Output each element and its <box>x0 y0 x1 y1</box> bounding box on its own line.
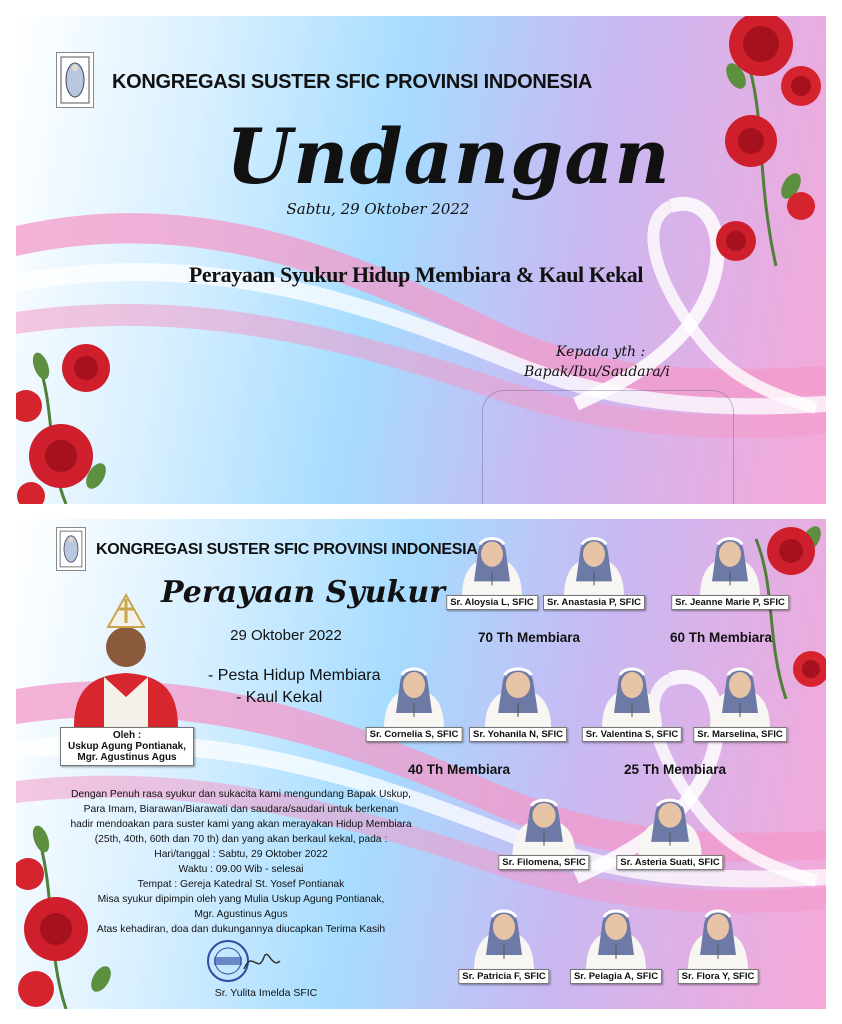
sister-portrait <box>620 785 720 873</box>
event-subtitle: Perayaan Syukur Hidup Membiara & Kaul Kekal <box>188 262 644 287</box>
sister-portrait <box>462 895 546 987</box>
event-item-final-vows: - Kaul Kekal <box>236 689 323 706</box>
celebration-date: 29 Oktober 2022 <box>230 627 342 644</box>
celebrant-caption <box>60 727 194 766</box>
sister-name-label: Sr. Jeanne Marie P, SFIC <box>671 595 789 610</box>
body-line: (25th, 40th, 60th dan 70 th) dan yang akan berkaul kekal, pada : <box>94 834 388 845</box>
invitation-date: Sabtu, 29 Oktober 2022 <box>286 200 470 218</box>
event-item-vows: - Pesta Hidup Membiara <box>208 667 381 684</box>
sister-name-label: Sr. Filomena, SFIC <box>498 855 589 870</box>
sister-portrait <box>369 653 459 745</box>
sister-photo-icon <box>692 523 768 597</box>
sister-portrait <box>450 523 534 613</box>
sister-photo-icon <box>556 523 632 597</box>
body-line: Waktu : 09.00 Wib - selesai <box>178 864 304 875</box>
organization-name: KONGREGASI SUSTER SFIC PROVINSI INDONESIA <box>112 71 592 93</box>
sister-portrait <box>473 653 563 745</box>
sister-name-label: Sr. Pelagia A, SFIC <box>570 969 662 984</box>
recipient-greeting: Kepada yth : <box>556 344 646 360</box>
invitation-title: Undangan <box>226 112 671 201</box>
sister-portrait <box>680 895 756 987</box>
invitation-body-text <box>46 787 436 937</box>
celebrant-name: Mgr. Agustinus Agus <box>77 752 177 763</box>
sister-photo-icon <box>376 653 452 729</box>
madonna-emblem-icon <box>57 528 85 570</box>
sister-portrait <box>675 523 785 613</box>
sister-photo-icon <box>630 785 710 857</box>
sister-portrait <box>504 785 584 873</box>
invitation-detail-card <box>16 519 826 1009</box>
organization-name: KONGREGASI SUSTER SFIC PROVINSI INDONESIA <box>96 541 478 558</box>
sister-name-label: Sr. Valentina S, SFIC <box>582 727 682 742</box>
sister-photo-icon <box>702 653 778 729</box>
sister-photo-icon <box>454 523 530 597</box>
body-line: Mgr. Agustinus Agus <box>194 909 288 920</box>
body-line: Tempat : Gereja Katedral St. Yosef Pontianak <box>137 879 345 890</box>
sister-name-label: Sr. Flora Y, SFIC <box>678 969 759 984</box>
sister-photo-icon <box>466 895 542 971</box>
celebration-title: Perayaan Syukur <box>161 575 445 610</box>
group-70-years: 70 Th Membiara <box>478 630 581 645</box>
body-line: Dengan Penuh rasa syukur dan sukacita kami mengundang Bapak Uskup, <box>70 789 411 800</box>
invitation-cover-card <box>16 16 826 504</box>
sister-photo-icon <box>476 653 560 729</box>
official-stamp-icon <box>206 939 286 983</box>
sister-portrait <box>585 653 679 745</box>
body-line: hadir mendoakan para suster kami yang akan merayakan Hidup Membiara <box>70 819 412 830</box>
sister-photo-icon <box>578 895 654 971</box>
body-line: Para Imam, Biarawan/Biarawati dan saudara/saudari untuk berkenan <box>83 804 399 815</box>
celebrant-title: Uskup Agung Pontianak, <box>68 741 186 752</box>
rose-flowers-decoration <box>16 336 126 504</box>
celebrant-by: Oleh : <box>112 730 142 741</box>
sister-name-label: Sr. Marselina, SFIC <box>693 727 787 742</box>
congregation-logo <box>56 52 94 108</box>
sister-portrait <box>697 653 783 745</box>
bishop-photo <box>64 587 188 727</box>
signer-name: Sr. Yulita Imelda SFIC <box>214 987 318 999</box>
sister-photo-icon <box>594 653 670 729</box>
recipient-name-box <box>482 390 734 504</box>
group-40-years: 40 Th Membiara <box>408 762 511 777</box>
group-25-years: 25 Th Membiara <box>624 762 727 777</box>
sister-photo-icon <box>504 785 584 857</box>
sister-name-label: Sr. Patricia F, SFIC <box>458 969 549 984</box>
sister-photo-icon <box>680 895 756 971</box>
sister-name-label: Sr. Cornelia S, SFIC <box>366 727 463 742</box>
sister-name-label: Sr. Anastasia P, SFIC <box>543 595 645 610</box>
sister-name-label: Sr. Yohanila N, SFIC <box>469 727 567 742</box>
bishop-portrait-icon <box>64 587 188 727</box>
madonna-emblem-icon <box>57 53 93 107</box>
sister-name-label: Sr. Asteria Suati, SFIC <box>616 855 723 870</box>
rose-flowers-decoration <box>706 16 826 286</box>
sister-name-label: Sr. Aloysia L, SFIC <box>446 595 538 610</box>
sister-portrait <box>573 895 659 987</box>
body-line: Hari/tanggal : Sabtu, 29 Oktober 2022 <box>154 849 328 860</box>
body-line: Atas kehadiran, doa dan dukungannya diucapkan Terima Kasih <box>96 924 386 935</box>
sister-portrait <box>547 523 641 613</box>
group-60-years: 60 Th Membiara <box>670 630 773 645</box>
recipient-line: Bapak/Ibu/Saudara/i <box>524 364 670 380</box>
congregation-logo <box>56 527 86 571</box>
body-line: Misa syukur dipimpin oleh yang Mulia Uskup Agung Pontianak, <box>97 894 385 905</box>
